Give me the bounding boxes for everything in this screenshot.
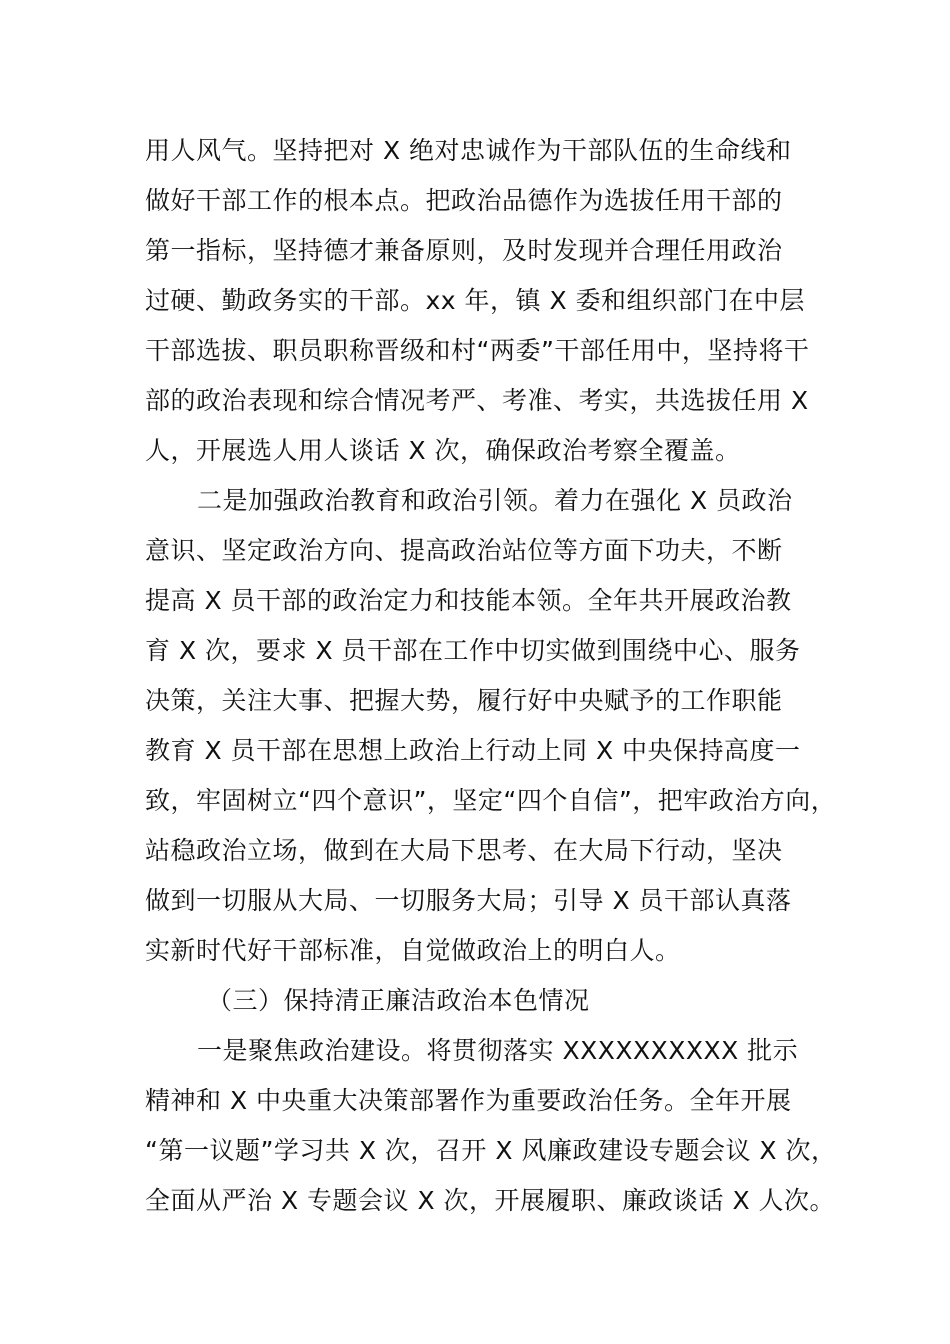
text-line: 实新时代好干部标准，自觉做政治上的明白人。	[145, 936, 681, 965]
text-line: “第一议题”学习共 X 次，召开 X 风廉政建设专题会议 X 次，	[145, 1136, 837, 1165]
text-line: 做到一切服从大局、一切服务大局；引导 X 员干部认真落	[145, 886, 792, 915]
text-line: 干部选拔、职员职称晋级和村“两委”干部任用中，坚持将干	[145, 336, 810, 365]
paragraph-first-line: 一是聚焦政治建设。将贯彻落实 XXXXXXXXXX 批示	[197, 1036, 799, 1065]
text-line: 全面从严治 X 专题会议 X 次，开展履职、廉政谈话 X 人次。	[145, 1186, 836, 1215]
text-line: 部的政治表现和综合情况考严、考准、考实，共选拔任用 X	[145, 386, 809, 415]
paragraph-first-line: 二是加强政治教育和政治引领。着力在强化 X 员政治	[197, 486, 793, 515]
text-line: 教育 X 员干部在思想上政治上行动上同 X 中央保持高度一	[145, 736, 801, 765]
text-line: 决策，关注大事、把握大势，履行好中央赋予的工作职能	[145, 686, 783, 715]
text-line: 育 X 次，要求 X 员干部在工作中切实做到围绕中心、服务	[145, 636, 801, 665]
text-line: 提高 X 员干部的政治定力和技能本领。全年共开展政治教	[145, 586, 792, 615]
section-heading: （三）保持清正廉洁政治本色情况	[207, 986, 590, 1015]
text-line: 意识、坚定政治方向、提高政治站位等方面下功夫，不断	[145, 536, 783, 565]
text-line: 精神和 X 中央重大决策部署作为重要政治任务。全年开展	[145, 1086, 792, 1115]
text-line: 做好干部工作的根本点。把政治品德作为选拔任用干部的	[145, 186, 783, 215]
text-line: 用人风气。坚持把对 X 绝对忠诚作为干部队伍的生命线和	[145, 136, 792, 165]
document-body	[145, 126, 835, 1226]
text-line: 致，牢固树立“四个意识”，坚定“四个自信”，把牢政治方向，	[145, 786, 837, 815]
text-line: 站稳政治立场，做到在大局下思考、在大局下行动，坚决	[145, 836, 783, 865]
text-line: 人，开展选人用人谈话 X 次，确保政治考察全覆盖。	[145, 436, 741, 465]
text-line: 第一指标，坚持德才兼备原则，及时发现并合理任用政治	[145, 236, 783, 265]
text-line: 过硬、勤政务实的干部。xx 年，镇 X 委和组织部门在中层	[145, 286, 806, 315]
